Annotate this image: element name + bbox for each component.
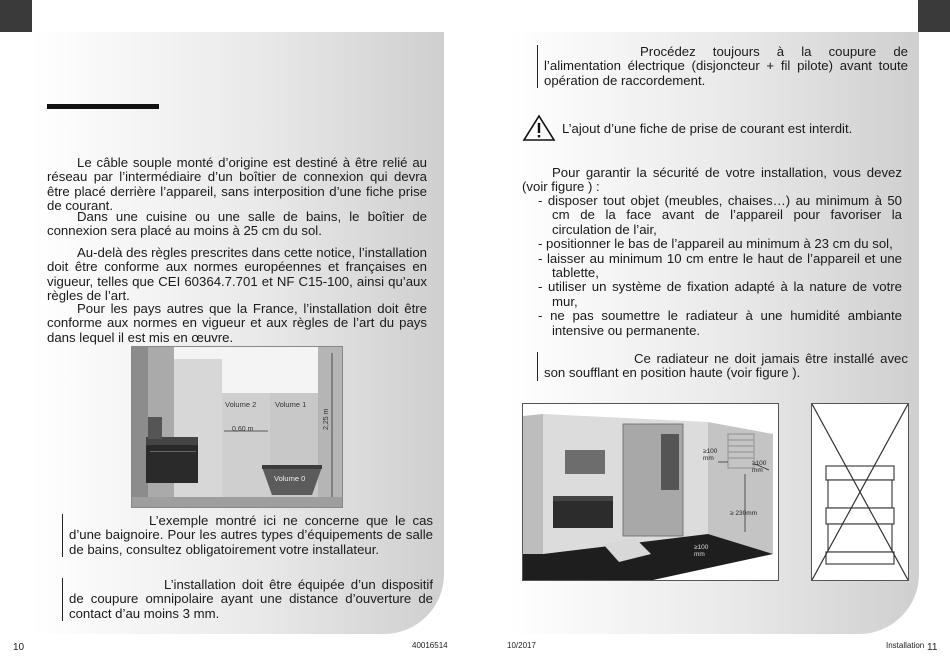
clearance-floor-label: ≥100 mm [694,544,709,558]
edition-date: 10/2017 [507,641,536,650]
paragraph-standards: Au-delà des règles prescrites dans cette notice, l’installation doit être conforme aux normes européennes et françaises en vigueur, telles que CEI 60364.7.701 et NF C15-100, ainsi qu’aux règles de l’art. [47,245,427,304]
height-dimension-label: 2,25 m [323,408,330,430]
title-bar [47,104,159,109]
note-power-cutoff: Procédez toujours à la coupure de l’alimentation électrique (disjoncteur + fil pilote) avant toute opération de raccordement. [537,45,908,88]
clearance-right-label: ≥100 mm [752,460,767,474]
clearance-bottom-label: ≥ 230mm [730,510,758,517]
note-bathtub-example: L’exemple montré ici ne concerne que le cas d’une baignoire. Pour les autres types d’équipements de salle de bains, consultez obligatoirement votre installateur. [62,514,433,557]
forbidden-position-figure [811,403,909,581]
safety-item: - disposer tout objet (meubles, chaises…) au minimum à 50 cm de la face avant de l’appareil pour favoriser la circulation de l’air, [538,193,902,237]
note-blower-position: Ce radiateur ne doit jamais être installé avec son soufflant en position haute (voir figure ). [537,352,908,381]
width-dimension-label: 0,60 m [232,426,254,433]
document-code: 40016514 [412,641,448,650]
page-number-right: 11 [927,642,938,653]
warning-triangle-icon [522,114,556,142]
safety-item: - positionner le bas de l’appareil au minimum à 23 cm du sol, [538,236,893,252]
volume-1-label: Volume 1 [275,400,307,409]
section-name: Installation [886,641,925,650]
installation-clearance-figure [522,403,779,581]
note-cutoff-device: L’installation doit être équipée d’un dispositif de coupure omnipolaire ayant une distance d’ouverture de contact d’au moins 3 mm. [62,578,433,621]
volume-0-label: Volume 0 [274,474,306,483]
corner-tab-left [0,0,32,32]
volume-2-label: Volume 2 [225,400,257,409]
paragraph-kitchen: Dans une cuisine ou une salle de bains, le boîtier de connexion sera placé au moins à 25 cm du sol. [47,209,427,239]
corner-tab-right [918,0,950,32]
page-number-left: 10 [13,642,25,653]
safety-item: - laisser au minimum 10 cm entre le haut de l’appareil et une tablette, [538,250,902,281]
safety-item: - utiliser un système de fixation adapté à la nature de votre mur, [538,279,902,309]
safety-list [522,194,902,338]
clearance-left-label: ≥100 mm [703,448,718,462]
paragraph-connection: Le câble souple monté d’origine est destiné à être relié au réseau par l’intermédiaire d’un boîtier de connexion qui devra être placé derrière l’appareil, sans interposition d’une fiche prise de courant. [47,155,427,214]
warning-plug [522,114,852,142]
installation-room-drawing [523,404,778,580]
safety-item: - ne pas soumettre le radiateur à une humidité ambiante intensive ou permanente. [538,308,902,338]
safety-intro: Pour garantir la sécurité de votre installation, vous devez (voir figure ) : [522,165,902,195]
paragraph-other-countries: Pour les pays autres que la France, l’installation doit être conforme aux normes en vigueur et aux règles de l’art du pays dans lequel il est mis en œuvre. [47,301,427,345]
warning-plug-text: L’ajout d’une fiche de prise de courant est interdit. [562,120,853,136]
forbidden-cross-drawing [812,404,908,580]
